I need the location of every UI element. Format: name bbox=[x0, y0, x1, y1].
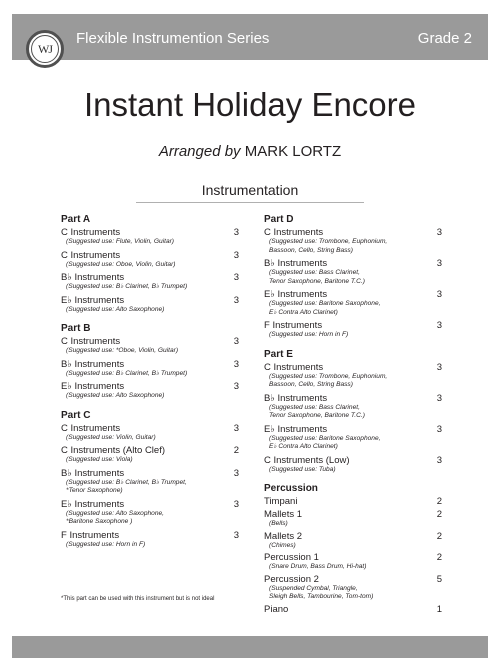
instrument-name: E♭ Instruments bbox=[264, 289, 328, 300]
suggested-use: (Suggested use: Alto Saxophone, bbox=[66, 509, 164, 517]
suggested-use: (Chimes) bbox=[269, 541, 296, 549]
suggested-use: (Suggested use: Alto Saxophone) bbox=[66, 305, 165, 313]
suggested-use: (Suggested use: Flute, Violin, Guitar) bbox=[66, 238, 174, 245]
instrument-entry bbox=[61, 250, 239, 270]
instrument-row bbox=[61, 227, 239, 238]
instrument-entry bbox=[264, 531, 442, 551]
instrument-row bbox=[61, 499, 239, 510]
suggested-use: (Suggested use: Alto Saxophone) bbox=[66, 392, 165, 399]
instrument-row bbox=[264, 289, 442, 300]
publisher-logo bbox=[26, 30, 64, 68]
instrument-row bbox=[264, 531, 442, 542]
instrument-entry bbox=[61, 468, 239, 496]
suggested-use: (Suggested use: Horn in F) bbox=[269, 331, 349, 338]
suggested-use: (Suspended Cymbal, Triangle, bbox=[269, 584, 358, 592]
instrument-count: 3 bbox=[436, 258, 442, 269]
footnote: *This part can be used with this instrument but is not ideal bbox=[61, 596, 215, 602]
instrument-count: 3 bbox=[233, 422, 239, 434]
suggested-use: (Suggested use: B♭ Clarinet, B♭ Trumpet) bbox=[66, 369, 188, 377]
suggested-use: (Bells) bbox=[269, 520, 288, 527]
suggested-use: Tenor Saxophone, Baritone T.C.) bbox=[269, 412, 365, 419]
instrument-row bbox=[61, 250, 239, 261]
section-title: Part B bbox=[61, 323, 91, 334]
instrument-count: 2 bbox=[436, 530, 442, 542]
suggested-use: (Snare Drum, Bass Drum, Hi-hat) bbox=[269, 563, 367, 570]
instrument-count: 2 bbox=[436, 552, 442, 563]
instrument-row bbox=[264, 393, 442, 404]
series-name: Flexible Instrumention Series bbox=[76, 30, 270, 47]
section-title: Part D bbox=[264, 214, 294, 225]
suggested-use: (Suggested use: Trombone, Euphonium, bbox=[269, 238, 388, 245]
instrument-entry bbox=[264, 289, 442, 317]
instrument-name: C Instruments (Alto Clef) bbox=[61, 445, 165, 456]
instrument-count: 3 bbox=[233, 272, 239, 283]
instrument-row bbox=[61, 423, 239, 434]
instrument-count: 3 bbox=[233, 381, 239, 392]
instrument-row bbox=[264, 509, 442, 520]
suggested-use: Bassoon, Cello, String Bass) bbox=[269, 246, 353, 254]
suggested-use: (Suggested use: Oboe, Violin, Guitar) bbox=[66, 260, 176, 268]
instrument-name: Timpani bbox=[264, 496, 298, 507]
instrument-name: Mallets 2 bbox=[264, 530, 303, 542]
left-column bbox=[61, 214, 239, 558]
part-b-section bbox=[61, 323, 239, 401]
instrument-row bbox=[61, 468, 239, 479]
instrument-row bbox=[264, 227, 442, 238]
instrument-name: B♭ Instruments bbox=[61, 358, 125, 370]
instrument-entry bbox=[264, 227, 442, 255]
suggested-use: (Suggested use: Baritone Saxophone, bbox=[269, 300, 381, 307]
instrument-entry bbox=[264, 362, 442, 390]
instrument-entry bbox=[61, 530, 239, 550]
instrument-entry bbox=[61, 499, 239, 527]
suggested-use: (Suggested use: Bass Clarinet, bbox=[269, 269, 360, 276]
arranger-line bbox=[0, 143, 500, 160]
instrument-name: C Instruments bbox=[264, 361, 324, 373]
instrument-row bbox=[264, 604, 442, 615]
instrument-entry bbox=[264, 393, 442, 421]
instrument-count: 3 bbox=[436, 227, 442, 238]
suggested-use: (Suggested use: *Oboe, Violin, Guitar) bbox=[66, 347, 179, 354]
instrument-count: 2 bbox=[436, 509, 442, 520]
instrument-row bbox=[264, 552, 442, 563]
suggested-use: *Tenor Saxophone) bbox=[66, 487, 123, 494]
instrument-row bbox=[264, 320, 442, 331]
instrument-row bbox=[61, 381, 239, 392]
instrument-count: 2 bbox=[436, 496, 442, 507]
instrument-name: B♭ Instruments bbox=[61, 467, 125, 479]
suggested-use: (Suggested use: Trombone, Euphonium, bbox=[269, 372, 388, 380]
instrument-name: B♭ Instruments bbox=[264, 392, 328, 404]
instrument-entry bbox=[61, 295, 239, 315]
instrument-entry bbox=[264, 424, 442, 452]
instrument-count: 3 bbox=[233, 529, 239, 541]
instrument-count: 3 bbox=[436, 320, 442, 331]
instrument-name: F Instruments bbox=[264, 320, 323, 331]
suggested-use: *Baritone Saxophone ) bbox=[66, 518, 133, 525]
instrument-name: B♭ Instruments bbox=[61, 272, 125, 283]
instrument-count: 3 bbox=[436, 423, 442, 435]
instrument-name: Mallets 1 bbox=[264, 509, 303, 520]
suggested-use: (Suggested use: Horn in F) bbox=[66, 540, 146, 548]
instrument-name: C Instruments bbox=[61, 336, 121, 347]
instrument-name: C Instruments (Low) bbox=[264, 454, 350, 466]
part-d-section bbox=[264, 214, 442, 340]
instrument-name: E♭ Instruments bbox=[61, 381, 125, 392]
instrument-row bbox=[61, 445, 239, 456]
instrument-row bbox=[61, 530, 239, 541]
suggested-use: Sleigh Bells, Tambourine, Tom-tom) bbox=[269, 593, 374, 600]
instrument-count: 3 bbox=[233, 227, 239, 238]
instrument-name: Percussion 1 bbox=[264, 552, 319, 563]
instrument-row bbox=[264, 574, 442, 585]
instrument-name: C Instruments bbox=[264, 227, 324, 238]
instrument-count: 3 bbox=[233, 336, 239, 347]
section-title: Percussion bbox=[264, 483, 318, 494]
footer-bar bbox=[12, 636, 488, 658]
instrument-name: Piano bbox=[264, 603, 289, 615]
instrument-count: 3 bbox=[233, 294, 239, 306]
instrument-count: 2 bbox=[233, 445, 239, 456]
instrument-row bbox=[264, 455, 442, 466]
instrument-row bbox=[61, 295, 239, 306]
instrument-count: 3 bbox=[436, 289, 442, 300]
instrument-entry bbox=[264, 320, 442, 340]
instrumentation-heading: Instrumentation bbox=[201, 182, 299, 198]
suggested-use: (Suggested use: Violin, Guitar) bbox=[66, 433, 156, 441]
instrument-count: 3 bbox=[233, 249, 239, 261]
suggested-use: (Suggested use: Viola) bbox=[66, 456, 133, 463]
instrument-entry bbox=[264, 455, 442, 475]
suggested-use: (Suggested use: B♭ Clarinet, B♭ Trumpet) bbox=[66, 283, 188, 290]
instrument-row bbox=[264, 496, 442, 507]
suggested-use: (Suggested use: Baritone Saxophone, bbox=[269, 434, 381, 442]
instrument-name: B♭ Instruments bbox=[264, 258, 328, 269]
suggested-use: (Suggested use: B♭ Clarinet, B♭ Trumpet, bbox=[66, 478, 187, 486]
part-a-section bbox=[61, 214, 239, 314]
instrument-count: 3 bbox=[436, 454, 442, 466]
instrument-name: E♭ Instruments bbox=[61, 498, 125, 510]
percussion-section bbox=[264, 483, 442, 615]
instrument-entry bbox=[264, 258, 442, 286]
instrument-entry bbox=[61, 227, 239, 247]
instrument-entry bbox=[61, 336, 239, 356]
suggested-use: Tenor Saxophone, Baritone T.C.) bbox=[269, 277, 365, 285]
instrument-row bbox=[61, 336, 239, 347]
section-title: Part E bbox=[264, 348, 293, 360]
instrument-row bbox=[61, 272, 239, 283]
part-e-section bbox=[264, 349, 442, 475]
instrument-entry bbox=[264, 496, 442, 507]
part-c-section bbox=[61, 410, 239, 550]
instrument-entry bbox=[61, 272, 239, 292]
instrument-entry bbox=[264, 509, 442, 529]
instrument-name: E♭ Instruments bbox=[61, 294, 125, 306]
instrument-count: 3 bbox=[436, 361, 442, 373]
instrument-count: 3 bbox=[233, 358, 239, 370]
right-column bbox=[264, 214, 442, 624]
instrument-row bbox=[61, 359, 239, 370]
instrument-name: C Instruments bbox=[61, 227, 121, 238]
instrument-row bbox=[264, 258, 442, 269]
instrument-name: E♭ Instruments bbox=[264, 423, 328, 435]
instrument-entry bbox=[264, 552, 442, 572]
section-title: Part A bbox=[61, 214, 91, 225]
instrument-row bbox=[264, 362, 442, 373]
instrument-count: 3 bbox=[233, 498, 239, 510]
instrument-entry bbox=[61, 359, 239, 379]
instrument-name: Percussion 2 bbox=[264, 573, 319, 585]
instrument-count: 1 bbox=[436, 603, 442, 615]
instrument-name: C Instruments bbox=[61, 249, 121, 261]
instrument-name: C Instruments bbox=[61, 422, 121, 434]
instrument-entry bbox=[264, 574, 442, 602]
suggested-use: Bassoon, Cello, String Bass) bbox=[269, 381, 353, 388]
arranger-name: MARK LORTZ bbox=[244, 143, 342, 160]
page-title: Instant Holiday Encore bbox=[83, 86, 416, 123]
suggested-use: (Suggested use: Tuba) bbox=[269, 465, 336, 473]
suggested-use: E♭ Contra Alto Clarinet) bbox=[269, 308, 338, 316]
suggested-use: E♭ Contra Alto Clarinet) bbox=[269, 443, 338, 450]
publisher-logo-monogram: WJ bbox=[31, 35, 59, 63]
instrument-count: 5 bbox=[436, 573, 442, 585]
instrument-entry bbox=[61, 423, 239, 443]
grade-level: Grade 2 bbox=[417, 30, 472, 47]
instrument-count: 3 bbox=[436, 392, 442, 404]
instrument-name: F Instruments bbox=[61, 529, 120, 541]
instrument-entry bbox=[61, 381, 239, 401]
suggested-use: (Suggested use: Bass Clarinet, bbox=[269, 403, 360, 411]
instrumentation-divider bbox=[136, 202, 364, 203]
section-title: Part C bbox=[61, 409, 91, 421]
arranged-by-label: Arranged by bbox=[158, 143, 241, 160]
instrument-entry bbox=[264, 604, 442, 615]
instrument-count: 3 bbox=[233, 467, 239, 479]
instrument-row bbox=[264, 424, 442, 435]
instrument-entry bbox=[61, 445, 239, 465]
